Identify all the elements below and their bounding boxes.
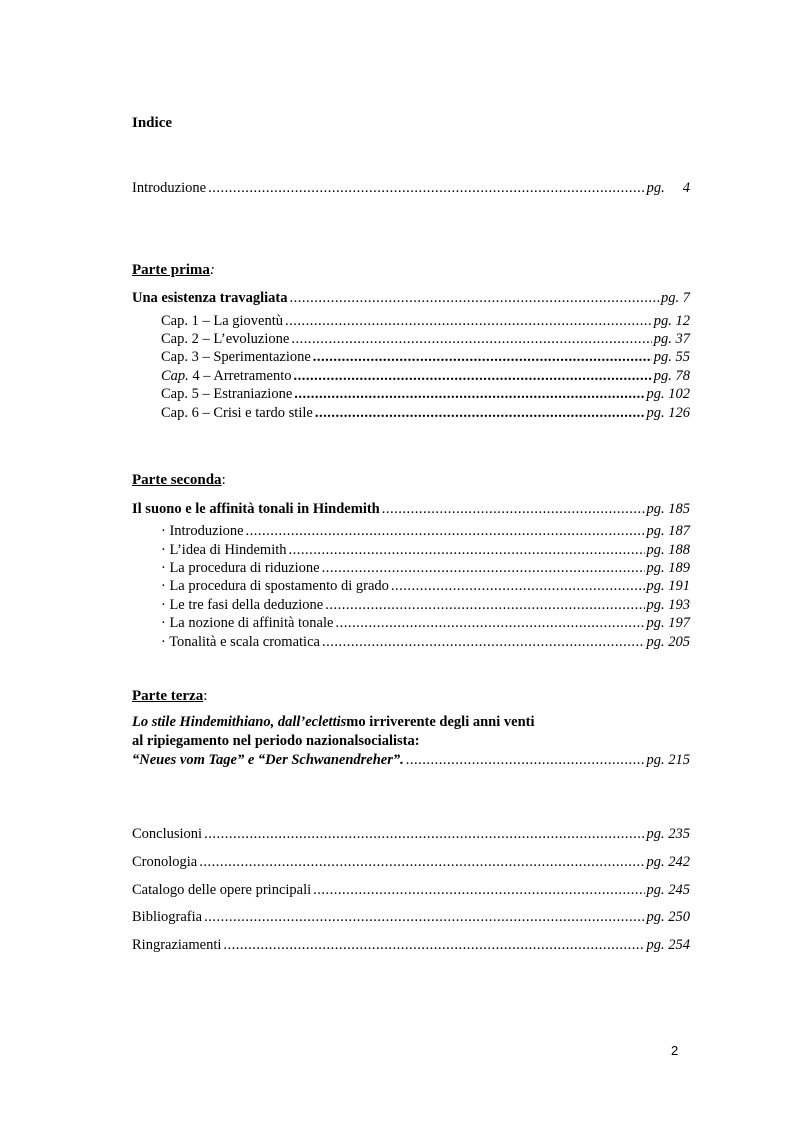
dot-leader xyxy=(204,825,644,843)
dot-leader xyxy=(313,881,644,899)
toc-entry-conclusioni[interactable]: Conclusioni ..... pg. 235 xyxy=(132,825,690,843)
toc-entry-section[interactable]: · L’idea di Hindemith ..... pg. 188 xyxy=(161,541,690,559)
toc-entry-chapter[interactable]: Cap. 5 – Estraniazione ..... pg. 102 xyxy=(161,385,690,403)
toc-entry-chapter[interactable]: Cap. 6 – Crisi e tardo stile ..... pg. 126 xyxy=(161,404,690,422)
toc-entry-introduzione[interactable] xyxy=(132,179,690,197)
dot-leader xyxy=(204,908,644,926)
toc-entry-cronologia[interactable]: Cronologia ..... pg. 242 xyxy=(132,853,690,871)
toc-entry-ringraziamenti[interactable]: Ringraziamenti ..... pg. 254 xyxy=(132,936,690,954)
toc-entry-page: pg. 4 xyxy=(646,180,690,196)
toc-entry-section[interactable]: · La nozione di affinità tonale ..... pg. 197 xyxy=(161,614,690,632)
dot-leader xyxy=(315,404,645,422)
toc-entry-bibliografia[interactable]: Bibliografia ..... pg. 250 xyxy=(132,908,690,926)
dot-leader xyxy=(293,367,651,385)
toc-entry-chapter[interactable]: Cap. 1 – La gioventù ..... pg. 12 xyxy=(161,312,690,330)
toc-entry-catalogo[interactable]: Catalogo delle opere principali ..... pg. 245 xyxy=(132,881,690,899)
page-number: 2 xyxy=(671,1043,679,1058)
part3-title-line2: al ripiegamento nel periodo nazionalsocialista: xyxy=(132,733,420,749)
part-heading-seconda: Parte seconda: xyxy=(132,472,226,488)
dot-leader xyxy=(223,936,644,954)
toc-entry-section[interactable]: · Le tre fasi della deduzione ..... pg. 193 xyxy=(161,596,690,614)
toc-entry-part1-main[interactable]: Una esistenza travagliata ..... pg. 7 xyxy=(132,289,690,307)
part-heading-terza: Parte terza: xyxy=(132,688,208,704)
dot-leader xyxy=(382,500,645,518)
dot-leader xyxy=(294,385,644,403)
toc-entry-chapter[interactable]: Cap. 4 – Arretramento ..... pg. 78 xyxy=(161,367,690,385)
dot-leader xyxy=(285,312,652,330)
dot-leader xyxy=(313,348,652,366)
dot-leader xyxy=(335,614,644,632)
dot-leader xyxy=(199,853,644,871)
toc-entry-chapter[interactable]: Cap. 2 – L’evoluzione ..... pg. 37 xyxy=(161,330,690,348)
dot-leader xyxy=(325,596,644,614)
part3-title-line1: Lo stile Hindemithiano, dall’eclettismo irriverente degli anni venti xyxy=(132,714,535,730)
toc-entry-label: Introduzione xyxy=(132,180,207,196)
part-heading-prima: Parte prima: xyxy=(132,262,215,278)
toc-entry-section[interactable]: · Introduzione ..... pg. 187 xyxy=(161,522,690,540)
dot-leader xyxy=(322,559,645,577)
toc-entry-chapter[interactable]: Cap. 3 – Sperimentazione ..... pg. 55 xyxy=(161,348,690,366)
dot-leader xyxy=(406,751,645,769)
toc-entry-part3-main[interactable]: “Neues vom Tage” e “Der Schwanendreher”. ..... pg. 215 xyxy=(132,751,690,769)
toc-entry-part2-main[interactable]: Il suono e le affinità tonali in Hindemith ..... pg. 185 xyxy=(132,500,690,518)
dot-leader xyxy=(322,633,645,651)
toc-entry-section[interactable]: · La procedura di riduzione ..... pg. 189 xyxy=(161,559,690,577)
dot-leader xyxy=(208,179,645,197)
page-title: Indice xyxy=(132,115,173,131)
toc-entry-section[interactable]: · La procedura di spostamento di grado ..... pg. 191 xyxy=(161,577,690,595)
dot-leader xyxy=(291,330,651,348)
dot-leader xyxy=(246,522,645,540)
toc-entry-section[interactable]: · Tonalità e scala cromatica ..... pg. 205 xyxy=(161,633,690,651)
dot-leader xyxy=(391,577,645,595)
dot-leader xyxy=(289,541,645,559)
dot-leader xyxy=(289,289,659,307)
